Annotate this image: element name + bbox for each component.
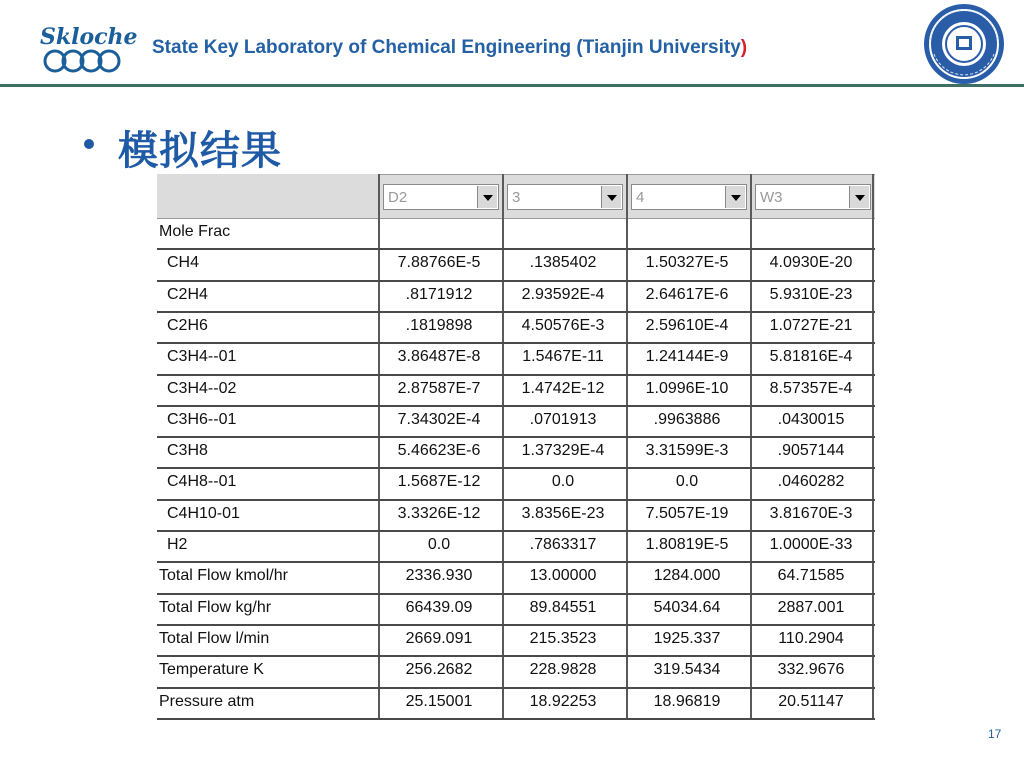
- table-cell: 1.5467E-11: [522, 348, 604, 366]
- row-label: C3H4--02: [167, 379, 237, 397]
- stream-results-grid: [157, 174, 875, 719]
- table-cell: 332.9676: [777, 661, 845, 679]
- table-cell: .0430015: [777, 410, 845, 428]
- table-cell: .8171912: [405, 285, 473, 303]
- table-cell: 319.5434: [653, 661, 721, 679]
- table-cell: 0.0: [427, 536, 451, 553]
- table-cell: 5.81816E-4: [769, 348, 853, 366]
- row-label: C3H8: [167, 442, 208, 460]
- table-cell: 1.0000E-33: [769, 536, 853, 553]
- table-cell: 256.2682: [405, 661, 473, 679]
- table-cell: 25.15001: [405, 692, 473, 710]
- row-label: H2: [167, 536, 188, 553]
- row-label: Mole Frac: [159, 223, 231, 240]
- slide-number: 17: [988, 727, 1002, 741]
- table-cell: 3.81670E-3: [769, 504, 853, 522]
- header-divider: [0, 84, 1024, 87]
- table-cell: 13.00000: [529, 567, 597, 585]
- table-cell: 3.8356E-23: [521, 504, 605, 522]
- grid-row-divider: [157, 342, 875, 344]
- grid-row-divider: [157, 467, 875, 469]
- grid-row-divider: [157, 436, 875, 438]
- grid-row-divider: [157, 593, 875, 595]
- row-label: C4H10-01: [167, 504, 240, 522]
- table-cell: .9963886: [653, 410, 721, 428]
- header-title-close: ): [740, 37, 748, 58]
- grid-row-divider: [157, 374, 875, 376]
- table-cell: 18.96819: [653, 692, 721, 710]
- stream-selector-value: 3: [512, 189, 521, 206]
- table-cell: 1284.000: [653, 567, 721, 585]
- row-label: C2H4: [167, 285, 208, 303]
- table-cell: 7.34302E-4: [397, 410, 481, 428]
- table-cell: 0.0: [551, 473, 575, 491]
- grid-row-divider: [157, 311, 875, 313]
- table-cell: 7.5057E-19: [645, 504, 729, 522]
- table-cell: 1.0996E-10: [645, 379, 729, 397]
- stream-selector-value: 4: [636, 189, 645, 206]
- logo-wordmark: Skloche: [40, 24, 138, 50]
- grid-row-divider: [157, 718, 875, 720]
- table-cell: 3.31599E-3: [645, 442, 729, 460]
- table-cell: 2.93592E-4: [521, 285, 605, 303]
- table-cell: 2669.091: [405, 629, 473, 647]
- table-cell: 66439.09: [405, 598, 473, 616]
- table-cell: 4.0930E-20: [769, 254, 853, 272]
- row-label: Total Flow kmol/hr: [159, 567, 288, 585]
- slide-heading: 模拟结果: [118, 128, 282, 174]
- table-cell: .9057144: [777, 442, 845, 460]
- chevron-down-icon[interactable]: [601, 186, 621, 208]
- table-cell: 3.3326E-12: [397, 504, 481, 522]
- row-label: C3H4--01: [167, 348, 237, 366]
- grid-row-divider: [157, 687, 875, 689]
- grid-row-divider: [157, 530, 875, 532]
- table-cell: 1925.337: [653, 629, 721, 647]
- table-cell: 2.64617E-6: [645, 285, 729, 303]
- table-cell: 215.3523: [529, 629, 597, 647]
- row-label: Temperature K: [159, 661, 264, 679]
- bullet-dot-icon: [84, 139, 94, 149]
- table-cell: 1.0727E-21: [769, 316, 853, 334]
- table-cell: 1.50327E-5: [645, 254, 729, 272]
- table-cell: 228.9828: [529, 661, 597, 679]
- table-cell: 5.9310E-23: [769, 285, 853, 303]
- grid-row-divider: [157, 248, 875, 250]
- table-cell: 20.51147: [778, 692, 844, 710]
- table-cell: 4.50576E-3: [521, 316, 605, 334]
- table-cell: 3.86487E-8: [397, 348, 481, 366]
- table-cell: 64.71585: [777, 567, 845, 585]
- row-label: CH4: [167, 254, 200, 272]
- stream-selector-4[interactable]: [755, 184, 871, 210]
- table-cell: 18.92253: [529, 692, 597, 710]
- table-cell: 8.57357E-4: [769, 379, 853, 397]
- header-title: [152, 37, 747, 59]
- table-cell: .1385402: [529, 254, 597, 272]
- table-cell: .0701913: [529, 410, 597, 428]
- table-cell: 54034.64: [653, 598, 721, 616]
- stream-selector-value: D2: [388, 189, 408, 206]
- grid-row-divider: [157, 405, 875, 407]
- table-cell: 1.24144E-9: [645, 348, 729, 366]
- grid-row-divider: [157, 280, 875, 282]
- table-cell: .0460282: [777, 473, 845, 491]
- row-label: C2H6: [167, 316, 208, 334]
- table-cell: 5.46623E-6: [397, 442, 481, 460]
- chevron-down-icon[interactable]: [477, 186, 497, 208]
- table-cell: 2.87587E-7: [397, 379, 481, 397]
- row-label: C3H6--01: [167, 410, 237, 428]
- table-cell: 110.2904: [778, 629, 844, 647]
- logo-rings-icon: [42, 48, 122, 74]
- stream-selector-3[interactable]: [631, 184, 747, 210]
- tianjin-university-seal-icon: [920, 2, 1008, 86]
- table-cell: .1819898: [405, 316, 473, 334]
- row-label: Pressure atm: [159, 692, 255, 710]
- stream-selector-value: W3: [760, 189, 783, 206]
- stream-selector-1[interactable]: [383, 184, 499, 210]
- grid-row-divider: [157, 561, 875, 563]
- table-cell: 1.37329E-4: [521, 442, 605, 460]
- table-cell: 7.88766E-5: [397, 254, 481, 272]
- row-label: C4H8--01: [167, 473, 237, 491]
- table-cell: 1.80819E-5: [645, 536, 729, 553]
- header-title-text: State Key Laboratory of Chemical Engineering (Tianjin University: [152, 37, 741, 58]
- row-label: Total Flow l/min: [159, 629, 270, 647]
- grid-row-divider: [157, 655, 875, 657]
- row-label: Total Flow kg/hr: [159, 598, 272, 616]
- table-cell: 89.84551: [529, 598, 597, 616]
- grid-row-divider: [157, 624, 875, 626]
- grid-column-divider: [872, 174, 874, 719]
- stream-selector-2[interactable]: [507, 184, 623, 210]
- sklcoche-logo: [38, 24, 138, 76]
- table-cell: 1.4742E-12: [521, 379, 605, 397]
- table-cell: 2.59610E-4: [645, 316, 729, 334]
- chevron-down-icon[interactable]: [849, 186, 869, 208]
- chevron-down-icon[interactable]: [725, 186, 745, 208]
- table-cell: 0.0: [675, 473, 699, 491]
- table-cell: 2336.930: [405, 567, 473, 585]
- table-cell: 2887.001: [777, 598, 845, 616]
- table-cell: 1.5687E-12: [397, 473, 481, 491]
- grid-row-divider: [157, 499, 875, 501]
- table-cell: .7863317: [529, 536, 597, 553]
